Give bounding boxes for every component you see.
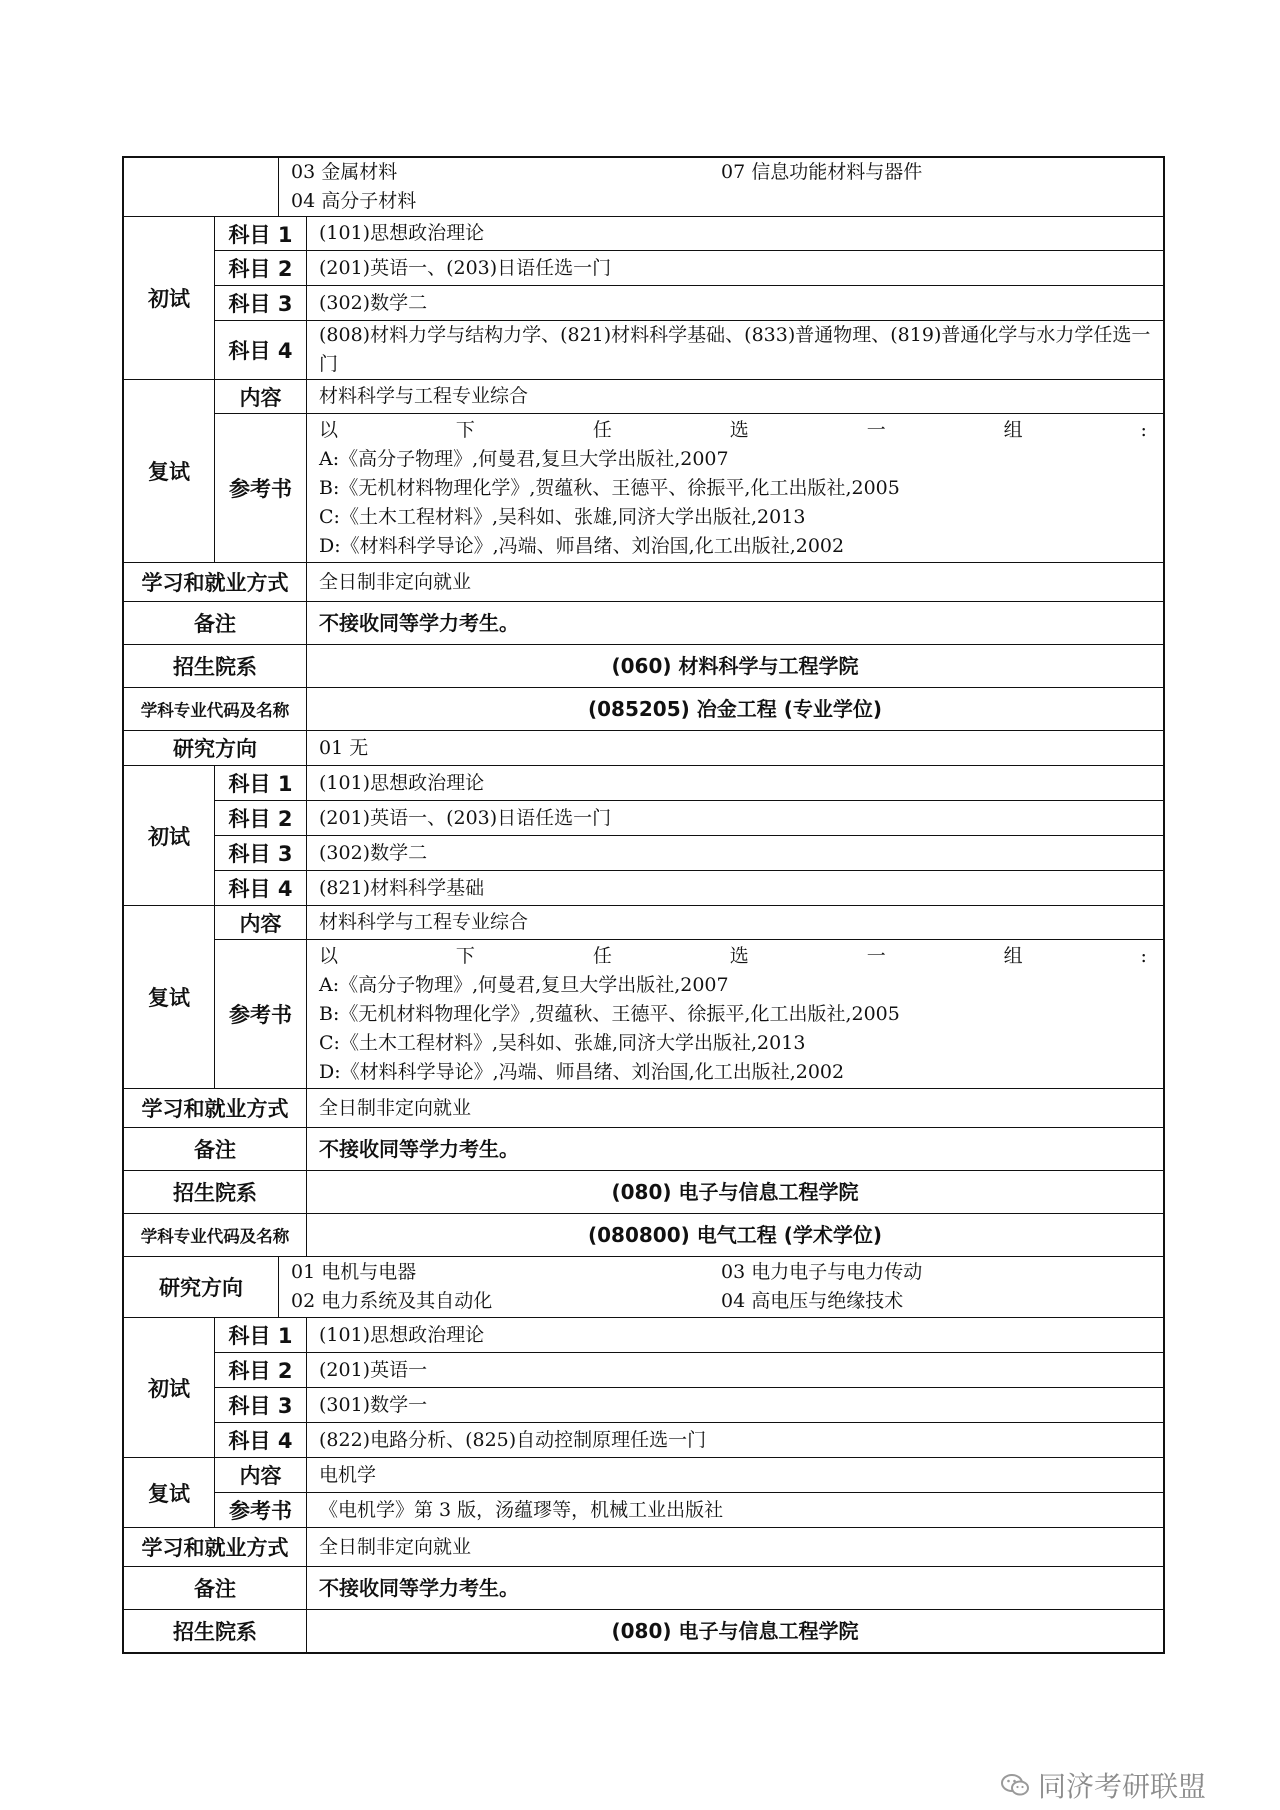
study-mode-row: 学习和就业方式 全日制非定向就业 bbox=[124, 562, 1163, 601]
direction-row bbox=[124, 158, 1163, 216]
direction-row: 研究方向 01 无 bbox=[124, 730, 1163, 765]
chushi-label: 初试 bbox=[124, 1318, 215, 1457]
major-row: 学科专业代码及名称 (085205) 冶金工程 (专业学位) bbox=[124, 687, 1163, 730]
fushi-group bbox=[124, 1457, 1163, 1527]
fushi-label: 复试 bbox=[124, 906, 215, 1088]
watermark bbox=[1000, 1765, 1206, 1805]
reference-row: 参考书 以 下 任 选 一 组 : A:《高分子物理》,何曼君,复旦大学出版社,2007 B:《无机材料物理化学》,贺蕴秋、王德平、徐振平,化工出版社,2005 C:《土木工程材料》,吴科如、张雄,同济大学出版社,2013 D:《材料科学导论》,冯端、师昌绪、刘治国,化工出版社,2002 bbox=[215, 413, 1163, 562]
subject-row: 科目 4 (808)材料力学与结构力学、(821)材料科学基础、(833)普通物理、(819)普通化学与水力学任选一门 bbox=[215, 320, 1163, 379]
note-row: 备注 不接收同等学力考生。 bbox=[124, 1566, 1163, 1609]
subject-row: 科目 2 (201)英语一、(203)日语任选一门 bbox=[215, 250, 1163, 285]
subject-row: 科目 4 (822)电路分析、(825)自动控制原理任选一门 bbox=[215, 1422, 1163, 1457]
chushi-group bbox=[124, 216, 1163, 379]
subject-row: 科目 2 (201)英语一、(203)日语任选一门 bbox=[215, 800, 1163, 835]
study-mode-row: 学习和就业方式 全日制非定向就业 bbox=[124, 1088, 1163, 1127]
content-row: 内容 材料科学与工程专业综合 bbox=[215, 906, 1163, 939]
fushi-label: 复试 bbox=[124, 380, 215, 562]
fushi-label: 复试 bbox=[124, 1458, 215, 1527]
direction-row: 研究方向 01 电机与电器 03 电力电子与电力传动 02 电力系统及其自动化 04 高电压与绝缘技术 bbox=[124, 1256, 1163, 1317]
dept-row: 招生院系 (080) 电子与信息工程学院 bbox=[124, 1609, 1163, 1652]
reference-row: 参考书 《电机学》第 3 版，汤蕴璆等，机械工业出版社 bbox=[215, 1492, 1163, 1527]
dept-row: 招生院系 (060) 材料科学与工程学院 bbox=[124, 644, 1163, 687]
watermark-text: 同济考研联盟 bbox=[1038, 1770, 1207, 1803]
chushi-group bbox=[124, 765, 1163, 905]
subject-row: 科目 2 (201)英语一 bbox=[215, 1352, 1163, 1387]
admissions-table bbox=[122, 156, 1165, 1654]
reference-list: 以 下 任 选 一 组 : A:《高分子物理》,何曼君,复旦大学出版社,2007 B:《无机材料物理化学》,贺蕴秋、王德平、徐振平,化工出版社,2005 C:《土木工程材料》,吴科如、张雄,同济大学出版社,2013 D:《材料科学导论》,冯端、师昌绪、刘治国,化工出版社,2002 bbox=[319, 418, 1147, 557]
subject-row: 科目 3 (302)数学二 bbox=[215, 835, 1163, 870]
chushi-label: 初试 bbox=[124, 217, 215, 379]
study-mode-row: 学习和就业方式 全日制非定向就业 bbox=[124, 1527, 1163, 1566]
wechat-icon bbox=[1000, 1772, 1030, 1798]
note-row: 备注 不接收同等学力考生。 bbox=[124, 1127, 1163, 1170]
dept-row: 招生院系 (080) 电子与信息工程学院 bbox=[124, 1170, 1163, 1213]
subject-row: 科目 3 (302)数学二 bbox=[215, 285, 1163, 320]
subject-row: 科目 1 (101)思想政治理论 bbox=[215, 1318, 1163, 1352]
major-row: 学科专业代码及名称 (080800) 电气工程 (学术学位) bbox=[124, 1213, 1163, 1256]
direction-cell: 01 电机与电器 03 电力电子与电力传动 02 电力系统及其自动化 04 高电压与绝缘技术 bbox=[291, 1261, 923, 1312]
reference-row: 参考书 以 下 任 选 一 组 : A:《高分子物理》,何曼君,复旦大学出版社,2007 B:《无机材料物理化学》,贺蕴秋、王德平、徐振平,化工出版社,2005 C:《土木工程材料》,吴科如、张雄,同济大学出版社,2013 D:《材料科学导论》,冯端、师昌绪、刘治国,化工出版社,2002 bbox=[215, 939, 1163, 1088]
chushi-label: 初试 bbox=[124, 766, 215, 905]
fushi-group bbox=[124, 905, 1163, 1088]
subject-row: 科目 4 (821)材料科学基础 bbox=[215, 870, 1163, 905]
content-row: 内容 电机学 bbox=[215, 1458, 1163, 1492]
content-row: 内容 材料科学与工程专业综合 bbox=[215, 380, 1163, 413]
reference-list: 以 下 任 选 一 组 : A:《高分子物理》,何曼君,复旦大学出版社,2007 B:《无机材料物理化学》,贺蕴秋、王德平、徐振平,化工出版社,2005 C:《土木工程材料》,吴科如、张雄,同济大学出版社,2013 D:《材料科学导论》,冯端、师昌绪、刘治国,化工出版社,2002 bbox=[319, 944, 1147, 1083]
chushi-group bbox=[124, 1317, 1163, 1457]
subject-row: 科目 1 (101)思想政治理论 bbox=[215, 217, 1163, 250]
subject-row: 科目 1 (101)思想政治理论 bbox=[215, 766, 1163, 800]
fushi-group bbox=[124, 379, 1163, 562]
note-row: 备注 不接收同等学力考生。 bbox=[124, 601, 1163, 644]
direction-cell: 03 金属材料 07 信息功能材料与器件 04 高分子材料 bbox=[291, 161, 923, 212]
subject-row: 科目 3 (301)数学一 bbox=[215, 1387, 1163, 1422]
